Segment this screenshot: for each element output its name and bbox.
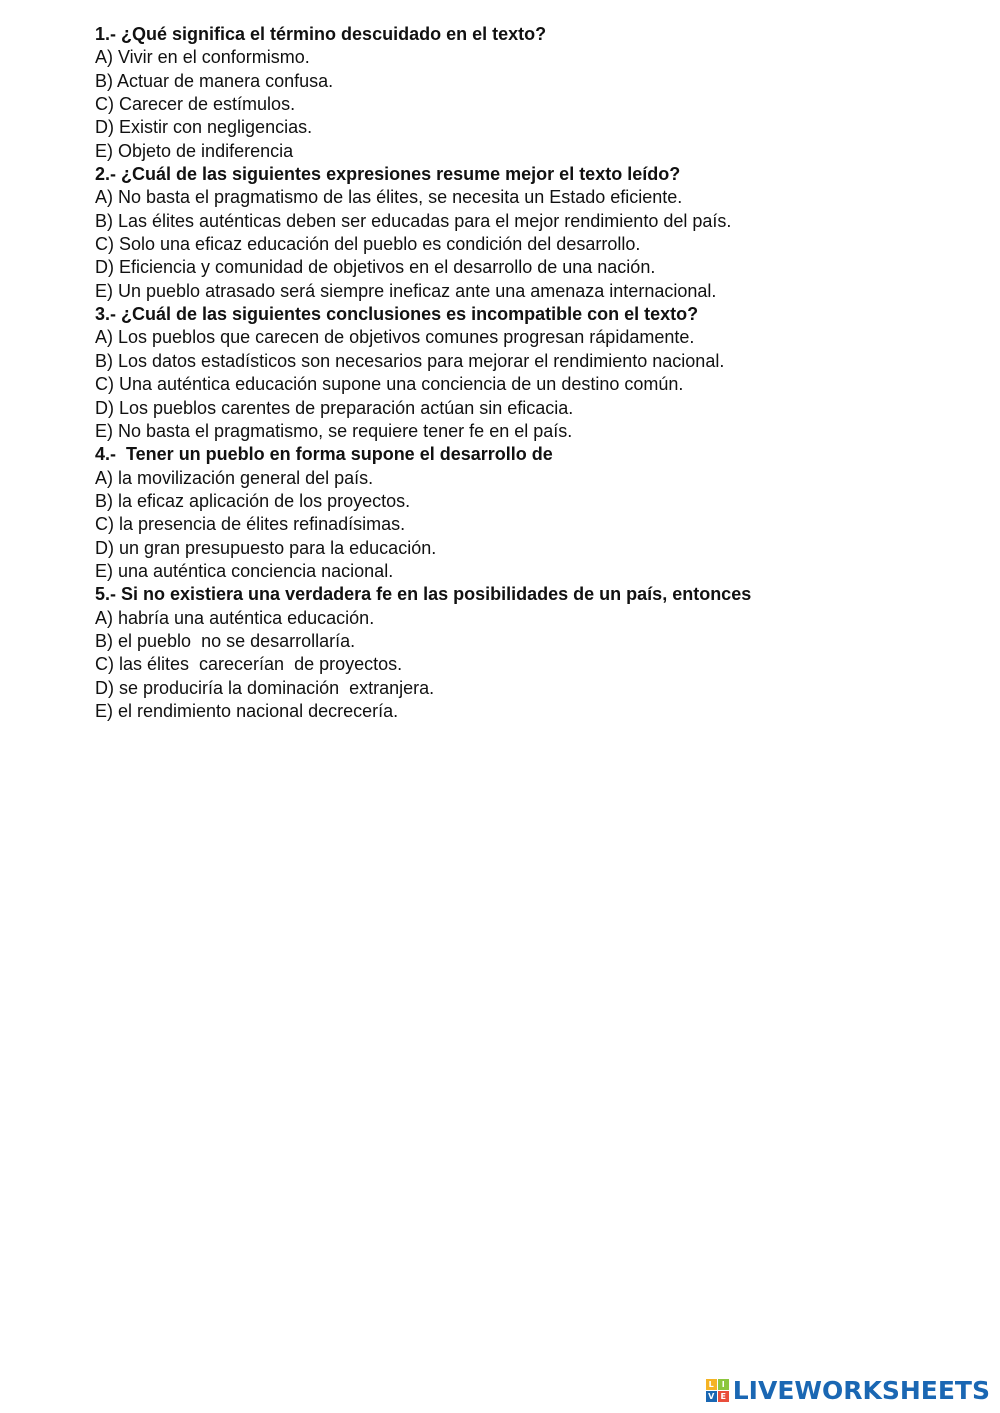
question-block-4 [95, 443, 975, 583]
question-4-option-c: C) la presencia de élites refinadísimas. [95, 514, 406, 535]
question-4-option-b: B) la eficaz aplicación de los proyectos. [95, 490, 411, 511]
question-block-3 [95, 303, 975, 443]
question-4-prompt: 4.- Tener un pueblo en forma supone el desarrollo de [95, 444, 553, 465]
question-4-option-d: D) un gran presupuesto para la educación. [95, 537, 437, 558]
question-2-prompt: 2.- ¿Cuál de las siguientes expresiones resume mejor el texto leído? [95, 164, 681, 185]
logo-letter-l: L [706, 1379, 717, 1390]
logo-letter-v: V [706, 1391, 717, 1402]
question-5-option-b: B) el pueblo no se desarrollaría. [95, 630, 356, 651]
logo-brand-text: LIVEWORKSHEETS [732, 1375, 990, 1405]
logo-letter-e: E [718, 1391, 729, 1402]
question-3-option-c: C) Una auténtica educación supone una conciencia de un destino común. [95, 374, 684, 395]
question-1-prompt: 1.- ¿Qué significa el término descuidado en el texto? [95, 24, 547, 44]
question-block-2 [95, 163, 975, 303]
question-3-option-a: A) Los pueblos que carecen de objetivos comunes progresan rápidamente. [95, 327, 695, 348]
question-2-option-e: E) Un pueblo atrasado será siempre ineficaz ante una amenaza internacional. [95, 280, 717, 301]
question-5-option-d: D) se produciría la dominación extranjera. [95, 677, 435, 698]
question-3-option-b: B) Los datos estadísticos son necesarios para mejorar el rendimiento nacional. [95, 350, 725, 371]
question-4-option-e: E) una auténtica conciencia nacional. [95, 560, 394, 581]
question-5-option-a: A) habría una auténtica educación. [95, 607, 375, 628]
question-2-option-b: B) Las élites auténticas deben ser educadas para el mejor rendimiento del país. [95, 210, 732, 231]
question-5-option-c: C) las élites carecerían de proyectos. [95, 654, 403, 675]
question-3-option-d: D) Los pueblos carentes de preparación actúan sin eficacia. [95, 397, 574, 418]
question-4-option-a: A) la movilización general del país. [95, 467, 374, 488]
question-1-option-b: B) Actuar de manera confusa. [95, 70, 334, 91]
question-1-option-a: A) Vivir en el conformismo. [95, 47, 310, 68]
question-3-option-e: E) No basta el pragmatismo, se requiere tener fe en el país. [95, 420, 573, 441]
question-block-5 [95, 583, 975, 723]
liveworksheets-logo [706, 1375, 990, 1405]
question-2-option-d: D) Eficiencia y comunidad de objetivos en el desarrollo de una nación. [95, 257, 656, 278]
question-1-option-e: E) Objeto de indiferencia [95, 140, 294, 161]
worksheet [95, 23, 975, 723]
question-block-1 [95, 23, 975, 163]
question-5-prompt: 5.- Si no existiera una verdadera fe en las posibilidades de un país, entonces [95, 584, 752, 605]
logo-letter-i: I [718, 1379, 729, 1390]
question-2-option-a: A) No basta el pragmatismo de las élites, se necesita un Estado eficiente. [95, 187, 683, 208]
question-3-prompt: 3.- ¿Cuál de las siguientes conclusiones es incompatible con el texto? [95, 304, 699, 325]
logo-mark-icon [706, 1379, 729, 1402]
question-1-option-c: C) Carecer de estímulos. [95, 94, 296, 115]
question-1-option-d: D) Existir con negligencias. [95, 117, 313, 138]
question-5-option-e: E) el rendimiento nacional decrecería. [95, 700, 399, 721]
question-2-option-c: C) Solo una eficaz educación del pueblo es condición del desarrollo. [95, 234, 641, 255]
